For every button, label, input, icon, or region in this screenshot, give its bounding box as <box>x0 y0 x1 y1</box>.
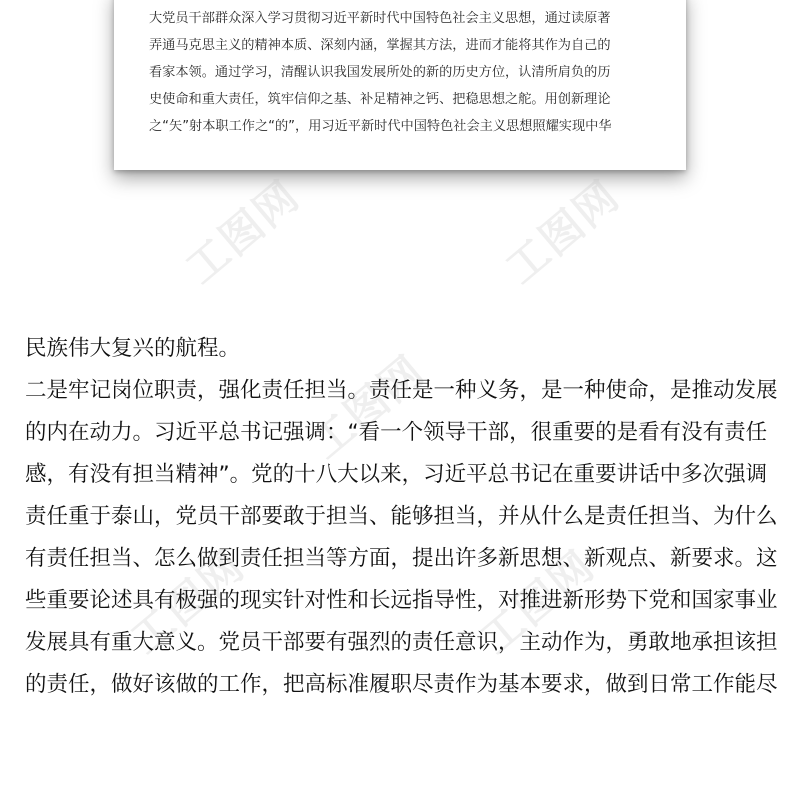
preview-line: 大党员干部群众深入学习贯彻习近平新时代中国特色社会主义思想，通过读原著 <box>149 11 611 26</box>
watermark-logo: 工图网 <box>471 540 604 664</box>
body-line: 些重要论述具有极强的现实针对性和长远指导性，对推进新形势下党和国家事业 <box>25 588 778 613</box>
body-line: 民族伟大复兴的航程。 <box>25 336 241 361</box>
body-paragraphs <box>25 328 785 706</box>
document-preview-card <box>114 0 686 170</box>
watermark-logo: 工图网 <box>121 540 254 664</box>
watermark-logo: 工图网 <box>301 345 434 469</box>
preview-line: 弄通马克思主义的精神本质、深刻内涵，掌握其方法，进而才能将其作为自己的 <box>149 38 611 53</box>
body-line: 的内在动力。习近平总书记强调：“看一个领导干部，很重要的是看有没有责任 <box>25 420 768 445</box>
body-line: 二是牢记岗位职责，强化责任担当。责任是一种义务，是一种使命，是推动发展 <box>25 378 778 403</box>
preview-card-text <box>149 5 659 140</box>
preview-line: 史使命和重大责任，筑牢信仰之基、补足精神之钙、把稳思想之舵。用创新理论 <box>149 92 611 107</box>
body-line: 责任重于泰山，党员干部要敢于担当、能够担当，并从什么是责任担当、为什么 <box>25 504 778 529</box>
body-line: 的责任，做好该做的工作，把高标准履职尽责作为基本要求，做到日常工作能尽 <box>25 672 778 697</box>
watermark-logo: 工图网 <box>176 170 309 294</box>
watermark-logo: 工图网 <box>496 170 629 294</box>
preview-line: 看家本领。通过学习，清醒认识我国发展所处的新的历史方位，认清所肩负的历 <box>149 65 611 80</box>
body-line: 感，有没有担当精神”。党的十八大以来，习近平总书记在重要讲话中多次强调 <box>25 462 768 487</box>
preview-line: 之“矢”射本职工作之“的”，用习近平新时代中国特色社会主义思想照耀实现中华 <box>149 119 612 134</box>
body-line: 有责任担当、怎么做到责任担当等方面，提出许多新思想、新观点、新要求。这 <box>25 546 778 571</box>
body-line: 发展具有重大意义。党员干部要有强烈的责任意识，主动作为，勇敢地承担该担 <box>25 630 778 655</box>
